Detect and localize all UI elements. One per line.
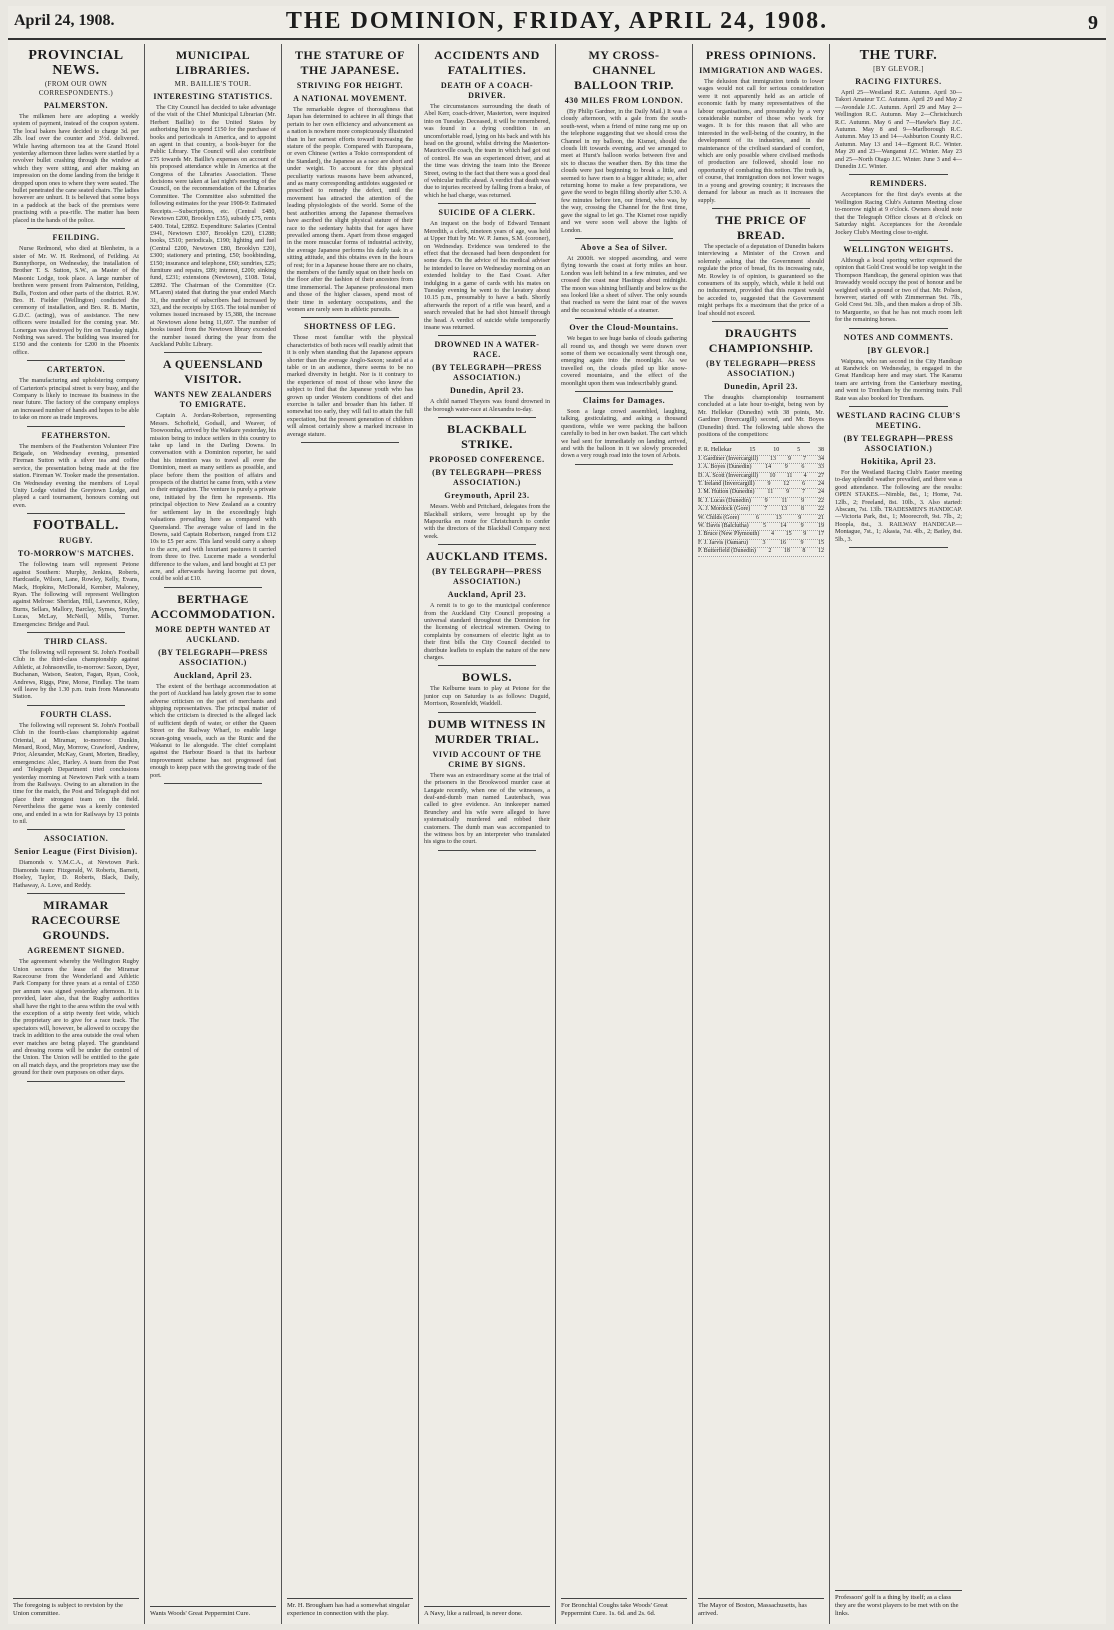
section-divider — [27, 893, 125, 894]
table-cell: 38 — [817, 447, 824, 454]
article-subheading: A NATIONAL MOVEMENT. — [293, 94, 407, 103]
table-cell: 24 — [817, 481, 824, 488]
article-subheading: (BY TELEGRAPH—PRESS ASSOCIATION.) — [432, 567, 542, 587]
article-paragraph: The circumstances surrounding the death of Abel Kerr, coach-driver, Masterton, were inquired into on Tuesday. Deceased, it will be remembered, was found in a dying condition in an uncomfortable road, lying on his back and with his head on the ground, whilst driving the Masterton-Mauriceville coach, the team in which had got out of control. He was an experienced driver, and at the time was driving the team into the Breeze Street, owing to the fact that there was a good deal of vehicular traffic ahead. A verdict that death was due to injuries received by falling from a brake, of which he had charge, was returned. — [424, 103, 550, 199]
article-subheading: Above a Sea of Silver. — [580, 242, 668, 252]
table-cell: 21 — [817, 514, 824, 521]
section-divider — [849, 547, 948, 548]
table-cell: 5 — [762, 523, 766, 530]
article-paragraph: The draughts championship tournament concluded at a late hour to-night, being won by Mr. Hellekar (Dunedin) with 38 points, Mr. Gardiner (Invercargill) second, and Mr. Boyes (Dunedin) third. The following table shows the positions of the competitors: — [698, 393, 824, 438]
table-cell: R. J. Lucas (Dunedin) — [698, 497, 751, 504]
article-body — [561, 255, 687, 314]
article-subheading: CARTERTON. — [46, 365, 106, 375]
table-cell: 6 — [801, 464, 805, 471]
column-footer-note: Wants Woods' Great Peppermint Cure. — [150, 1606, 276, 1618]
article-body — [561, 335, 687, 387]
section-divider — [438, 544, 536, 545]
article-paragraph: Acceptances for the first day's events at the Wellington Racing Club's Autumn Meeting close to-morrow night at 9 o'clock. Owners should note that the Telegraph Office closes at 8 o'clock on Saturday night. Acceptances for the Avondale Jockey Club's Meeting close to-night. — [835, 191, 962, 236]
table-cell: 13 — [781, 506, 788, 513]
section-divider — [575, 464, 673, 465]
table-cell: 33 — [818, 464, 824, 471]
article-subheading: FEILDING. — [52, 233, 100, 243]
article-paragraph: There was an extraordinary scene at the trial of the prisoners in the Brookwood murder case at Langate recently, when one of the witnesses, a deaf-and-dumb man named Lautenbach, was called to give evidence. An innkeeper named Brunchey and his wife were alleged to have systematically murdered and robbed their customers. The dumb man was accompanied to the witness box by an interpreter who translated his signs to the court. — [424, 771, 550, 846]
article-subheading: Dunedin, April 23. — [450, 386, 524, 396]
article-headline: AUCKLAND ITEMS. — [426, 549, 548, 564]
section-divider — [849, 328, 948, 329]
article-paragraph: The delusion that immigration tends to lower wages would not call for serious consideration were it not apparently held as an article of economic faith by many representatives of the labour organisations, and presumably by a very considerable number of those who work for wages. It is for this reason that all who are interested in the well-being of the country, in the development of its industries, and in the maintenance of the civilised standard of comfort, which are only possible where civilised methods of production are followed, should lose no opportunity of combating this notion. The truth is, of course, that immigration does not lower wages in a young and growing country; it increases the demand for labour as much as it increases the supply. — [698, 78, 824, 204]
table-row — [698, 447, 824, 455]
article-headline: A QUEENSLAND VISITOR. — [162, 357, 264, 387]
table-cell: 12 — [817, 548, 824, 555]
article-body — [698, 243, 824, 317]
article-subheading: Greymouth, April 23. — [444, 491, 530, 501]
table-cell: J. A. Boyes (Dunedin) — [698, 464, 752, 471]
article-paragraph: Diamonds v. Y.M.C.A., at Newtown Park. Diamonds team: Fitzgerald, W. Roberts, Barnett, Hoeley, Taylor, D. Roberts, Black, Daily, Hathaway, A. Love, and Reddy. — [13, 859, 139, 889]
article-byline: (FROM OUR OWN CORRESPONDENTS.) — [38, 80, 114, 97]
table-cell: 6 — [755, 514, 759, 521]
article-paragraph: The following will represent St. John's Football Club in the third-class championship against Athletic, at Johnsonville, to-morrow: Saxon, Dyer, Buchanan, Watson, Seaton, Fagan, Ryan, Cook, Andrews, Riggs, Pine, Morse, Findlay. The team will leave by the 1.30 p.m. train from Manawatu Station. — [13, 648, 139, 701]
article-paragraph: April 25—Westland R.C. Autumn. April 30—Takori Amateur T.C. Autumn. April 29 and May 2—Avondale J.C. Autumn. April 29 and May 2—Wellington R.C. Autumn. May 2—Christchurch R.C. Autumn. May 6 and 7—Hawke's Bay J.C. Autumn. May 8 and 9—Marlborough R.C. Autumn. May 13 and 14—Ashburton County R.C. Autumn. May 13 and 14—Egmont R.C. Winter. May 20 and 23—Wanganui J.C. Winter. May 23 and 25—North Otago J.C. Winter. June 3 and 4—Dunedin J.C. Winter. — [835, 89, 962, 171]
article-subheading: RACING FIXTURES. — [855, 77, 942, 86]
table-cell: 7 — [802, 489, 806, 496]
table-cell: J. Gardiner (Invercargill) — [698, 455, 759, 462]
section-divider — [164, 587, 262, 588]
article-body — [835, 257, 962, 324]
article-subheading: DROWNED IN A WATER-RACE. — [434, 340, 540, 360]
article-body — [424, 772, 550, 846]
table-cell: W. Davis (Balclutha) — [698, 523, 749, 530]
section-divider — [164, 783, 262, 784]
column-footer-note: The foregoing is subject to revision by the Union committee. — [13, 1598, 139, 1618]
article-body — [698, 78, 824, 204]
article-body — [150, 683, 276, 779]
article-subheading: WESTLAND RACING CLUB'S MEETING. — [836, 411, 961, 430]
article-body — [287, 106, 413, 313]
article-subheading: 430 MILES FROM LONDON. — [564, 96, 684, 105]
article-body — [150, 412, 276, 582]
article-subheading: AGREEMENT SIGNED. — [27, 946, 125, 956]
table-cell: 2 — [768, 548, 772, 555]
section-divider — [438, 850, 536, 851]
article-subheading: REMINDERS. — [870, 179, 927, 189]
article-headline: DRAUGHTS CHAMPIONSHIP. — [708, 325, 814, 355]
column-footer-note: The Mayor of Boston, Massachusetts, has arrived. — [698, 1598, 824, 1618]
table-cell: 11 — [786, 472, 793, 479]
article-subheading: PROPOSED CONFERENCE. — [429, 455, 545, 465]
table-cell: F. J. Jarvis (Oamaru) — [698, 539, 749, 546]
table-row — [698, 548, 824, 556]
article-subheading: THIRD CLASS. — [44, 636, 108, 646]
section-divider — [164, 352, 262, 353]
table-cell: 22 — [817, 506, 824, 513]
article-body — [150, 104, 276, 348]
table-cell: W. Childs (Gore) — [698, 514, 740, 521]
column-4 — [419, 44, 556, 1624]
column-6 — [693, 44, 830, 1624]
article-headline: MY CROSS-CHANNEL BALLOON TRIP. — [574, 48, 674, 92]
section-divider — [575, 318, 673, 319]
section-divider — [438, 335, 536, 336]
article-body — [424, 503, 550, 540]
table-row — [698, 498, 824, 506]
article-body — [835, 358, 962, 402]
article-subheading: VIVID ACCOUNT OF THE CRIME BY SIGNS. — [432, 749, 542, 769]
article-headline: ACCIDENTS AND FATALITIES. — [434, 48, 540, 77]
article-subheading: ASSOCIATION. — [43, 834, 109, 844]
article-body — [698, 394, 824, 438]
table-cell: 15 — [749, 447, 756, 454]
article-subheading: Senior League (First Division). — [14, 847, 138, 857]
table-cell: 9 — [801, 497, 805, 504]
article-subheading: (BY TELEGRAPH—PRESS ASSOCIATION.) — [706, 358, 816, 378]
newspaper-page — [8, 6, 1106, 1624]
table-cell: 11 — [767, 489, 774, 496]
article-subheading: WANTS NEW ZEALANDERS TO EMIGRATE. — [153, 390, 273, 410]
article-subheading: STRIVING FOR HEIGHT. — [296, 81, 404, 90]
column-footer-note: Mr. H. Brougham has had a somewhat singular experience in connection with the play. — [287, 1598, 413, 1618]
article-paragraph: For the Westland Racing Club's Easter meeting to-day splendid weather prevailed, and there was a good attendance. The following are the results: OPEN STAKES.—Nimble, 8st., 1; Home, 7st. 12lb., 2; Freeland, 8st. 10lb., 3. Also started: Abscam, 7st. 13lb. TRADESMEN'S HANDICAP.—Victoria Park, 8st., 1; Moorecroft, 9st. 7lb., 2; Hoopla, 8st., 3. RAILWAY HANDICAP.—Montague, 7st., 1; Akasia, 7st. 4lb., 2; Batley, 8st. 5lb., 3. — [835, 469, 962, 543]
table-row — [698, 464, 824, 472]
column-footer-note: For Bronchial Coughs take Woods' Great Peppermint Cure. 1s. 6d. and 2s. 6d. — [561, 1598, 687, 1618]
table-cell: 27 — [817, 472, 824, 479]
article-paragraph: The members of the Featherston Volunteer Fire Brigade, on Wednesday evening, presented Fireman Sutton with a silver tea and coffee service, the presentation being made at the fire station. Fireman W. Tooker made the presentation. On Wednesday evening the members of Loyal Unity Lodge visited the Greytown Lodge, and played a card tournament, honours coming out even. — [13, 442, 139, 509]
masthead-date: April 24, 1908. — [14, 12, 115, 29]
article-headline: DUMB WITNESS IN MURDER TRIAL. — [428, 716, 546, 746]
article-subheading: (BY TELEGRAPH—PRESS ASSOCIATION.) — [432, 468, 542, 488]
article-paragraph: Soon a large crowd assembled, laughing, talking, gesticulating, and asking a thousand questions, while we were packing the balloon carefully to bed in her own basket. The cart which we had sent for immediately on landing arrived, and with the balloon in it we slowly proceeded down a very rough road into the town of Arbois. — [561, 408, 687, 460]
table-cell: J. M. Hutton (Dunedin) — [698, 489, 755, 496]
article-paragraph: We began to see huge banks of clouds gathering all round us, and though we were drawn over some of them we occasionally went through one, emerging again into the moonlight. As we travelled on, the clouds piled up like snow-covered mountains, and the effect of the moonlight upon them was indescribably grand. — [561, 335, 687, 387]
column-footer-note: A Navy, like a railroad, is never done. — [424, 1606, 550, 1618]
table-cell: 9 — [800, 523, 804, 530]
section-divider — [438, 417, 536, 418]
section-divider — [27, 632, 125, 633]
section-divider — [27, 705, 125, 706]
article-subheading: FEATHERSTON. — [41, 430, 111, 440]
table-cell: 9 — [764, 497, 768, 504]
article-paragraph: The following team will represent Petone against Southern: Murphy, Jenkins, Roberts, Hardcastle, Wilson, Lane, Rowley, Kelly, Evans, Mack, Hopkins, McDonald, Kember, Maloney, Ryan. The following will represent Wellington against Melrose: Sheridan, Hill, Lawrence, Kiley, Burns, Sellars, Mallory, Barclay, Symes, Smythe, Lucas, McLay, McNeill, Mills, Turner. Emergencies: Bridge and Paul. — [13, 561, 139, 628]
section-divider — [27, 829, 125, 830]
article-paragraph: An inquest on the body of Edward Tennant Meredith, a clerk, nineteen years of age, was held at Upper Hutt by Mr. W. P. James, S.M. (coroner), on Wednesday. Evidence was tendered to the effect that the deceased had been despondent for some days. On the advice of his medical adviser he intended to leave on Wednesday morning on an extended holiday to the East Coast. After indulging in a game of cards with his mates on Tuesday evening he went to the lavatory about 10.15 p.m., presumably to have a bath. Shortly afterwards the report of a rifle was heard, and a search revealed that he had shot himself through the head. A verdict of suicide while temporarily insane was returned. — [424, 220, 550, 331]
article-byline: MR. BAILLIE'S TOUR. — [174, 80, 252, 88]
table-cell: 9 — [767, 481, 771, 488]
table-cell: 4 — [770, 531, 774, 538]
section-divider — [301, 317, 399, 318]
article-subheading: WELLINGTON WEIGHTS. — [843, 244, 954, 254]
article-subheading: (BY TELEGRAPH—PRESS ASSOCIATION.) — [432, 363, 542, 383]
article-paragraph: The remarkable degree of thoroughness that Japan has determined to achieve in all things that pertain to her own efficiency and advancement as a nation is nowhere more conspicuously illustrated than in her earnest efforts toward increasing the stature of the people. Compared with Europeans, or even Chinese (writes a Tokio correspondent of the Standard), the Japanese as a race are short and under weight. To account for this physical peculiarity various reasons have been advanced, and as many corresponding antidotes suggested or prescribed to remedy the defect, until the movement has attracted the attention of the leading physiologists of the world. Some of the best authorities among the Japanese themselves have ascribed the slight physical stature of their race to the sedentary habits that for ages have prevailed among them. Apart from those engaged in the more muscular forms of industrial activity, the average Japanese performs his daily task in a sitting attitude, and this obtains even in the hours of rest; for in a Japanese house there are no chairs, the members of the family squat on their heels on the floor after the fashion of their ancestors from time immemorial. The Japanese professional men and those of the higher classes, spend most of their time in sedentary occupations, and the women are rarely seen in athletic pursuits. — [287, 106, 413, 313]
table-cell: 5 — [797, 447, 801, 454]
column-5 — [556, 44, 693, 1624]
table-cell: 8 — [801, 506, 805, 513]
table-row — [698, 506, 824, 514]
article-subheading: SHORTNESS OF LEG. — [304, 322, 396, 332]
table-cell: 19 — [817, 523, 824, 530]
article-subheading: RUGBY. — [59, 536, 93, 546]
article-paragraph: The spectacle of a deputation of Dunedin bakers interviewing a Minister of the Crown and solemnly asking that the Government should regulate the price of bread, fix its increasing rate, Mr. Rowley is of opinion, is guaranteed so the consumers of its supply, which, while it held out no inducement, provided that this request would be acceded to, suggested that the Government might perhaps fix a maximum that the price of a loaf should not exceed. — [698, 242, 824, 317]
table-cell: 13 — [770, 455, 777, 462]
table-cell: 10 — [773, 447, 780, 454]
article-body — [424, 685, 550, 707]
article-headline: PRESS OPINIONS. — [705, 48, 817, 62]
article-headline: MIRAMAR RACECOURSE GROUNDS. — [31, 898, 121, 943]
section-divider — [27, 228, 125, 229]
table-cell: F. R. Hellekar — [698, 447, 732, 454]
article-body — [13, 958, 139, 1077]
section-divider — [27, 1081, 125, 1082]
table-cell: 16 — [779, 539, 786, 546]
article-paragraph: Captain A. Jordan-Robertson, representing Messrs. Schofield, Godsall, and Weaver, of Toowoomba, arrived by the Waikare yesterday, his mission being to induce settlers in this country to take up land in the Darling Downs. In conversation with a Dominion reporter, he said that his intention was to travel all over the Dominion, meet as many settlers as possible, and place before them the position of affairs and prospects of the district he came from, with a view to their emigration. The venture is purely a private one, initiated by the firm he represents. His principal objection to New Zealand as a country for settlement lay in the exceedingly high valuations prevailing here as compared with Queensland. The average value of land in the Downs, said Captain Robertson, ranged from £12 10s to £5 per acre. This land would carry a sheep to the acre, and with luxuriant pastures it carried from three to five. Lucerne made a wonderful difference to the values, and land bought at £3 per acre, and afterwards having lucerne put down, could be sold at £10. — [150, 412, 276, 583]
section-divider — [712, 442, 810, 443]
table-cell: 10 — [769, 472, 776, 479]
table-cell: 17 — [817, 531, 824, 538]
article-body — [424, 103, 550, 199]
article-body — [13, 113, 139, 224]
article-paragraph: The extent of the berthage accommodation at the port of Auckland has lately grown rise to some adverse criticism on the part of merchants and shipping representatives. The principal matter of which the criticism is directed is the alleged lack of sufficient depth of water, or either the Queen Street or the Railway Wharf, to enable large ocean-going vessels, such as the Runic and the Wakanui to lie alongside. The chief complaint against the Harbour Board is that its harbour improvement scheme has not progressed fast enough to keep pace with the growing trade of the port. — [150, 682, 276, 779]
article-subheading: MORE DEPTH WANTED AT AUCKLAND. — [155, 624, 271, 644]
table-cell: 9 — [800, 539, 804, 546]
table-row — [698, 456, 824, 464]
section-divider — [849, 174, 948, 175]
table-cell: 7 — [802, 455, 806, 462]
article-body — [561, 408, 687, 460]
table-cell: 18 — [783, 548, 790, 555]
article-paragraph: The Kelburne team to play at Petone for the junior cup on Saturday is as follows: Duguid, Morrison, Rosenfeldt, Waddell. — [424, 685, 550, 708]
masthead-title: THE DOMINION, FRIDAY, APRIL 24, 1908. — [285, 8, 829, 34]
table-cell: 6 — [802, 481, 806, 488]
article-subheading: [BY GLEVOR.] — [867, 345, 930, 355]
section-divider — [575, 238, 673, 239]
article-subheading: Hokitika, April 23. — [860, 457, 937, 466]
article-subheading: PALMERSTON. — [43, 101, 109, 110]
table-cell: 34 — [817, 455, 824, 462]
article-body — [835, 469, 962, 543]
article-subheading: NOTES AND COMMENTS. — [843, 332, 954, 342]
article-body — [835, 89, 962, 170]
article-paragraph: Nurse Redmond, who died at Blenheim, is a sister of Mr. W. H. Redmond, of Feilding. At Bunnythorpe, on Wednesday, the installation of Brother T. S. Sutton, S.W., as Master of the Masonic Lodge, took place. A large number of brethren were present from Palmerston, Feilding, Bulls, Foxton and other parts of the district. R.W. Bro. H. Fielder (Wellington) conducted the ceremony of installation, and Bro. R. B. Martin, G.D.C. (acting), was of assistance. The new officers were installed for the coming year. Mr. Lonergan was destroyed by fire on Tuesday night. Nothing was saved. The building was insured for £150 and the contents for £200 in the Phoenix office. — [13, 245, 139, 356]
article-body — [561, 108, 687, 234]
article-body — [13, 245, 139, 356]
article-body — [287, 334, 413, 438]
article-subheading: FOURTH CLASS. — [40, 709, 112, 719]
table-cell: 7 — [764, 506, 768, 513]
article-subheading: (BY TELEGRAPH—PRESS ASSOCIATION.) — [843, 434, 954, 453]
article-subheading: INTERESTING STATISTICS. — [153, 92, 273, 101]
article-paragraph: The manufacturing and upholstering company of Carterton's principal street is very busy, and the Company is likely to increase its business in the near future. The factory of the company employs an increased number of hands and hopes to be able to take on more as trade improves. — [13, 377, 139, 422]
article-body — [13, 561, 139, 628]
article-subheading: Dunedin, April 23. — [724, 381, 798, 391]
table-cell: T. Ireland (Invercargill) — [698, 481, 755, 488]
table-cell: A. J. Mordock (Gore) — [698, 506, 751, 513]
table-cell: 14 — [765, 464, 772, 471]
masthead — [8, 6, 1106, 40]
article-headline: FOOTBALL. — [33, 518, 119, 534]
article-body — [424, 220, 550, 331]
article-body — [13, 859, 139, 889]
table-cell: 14 — [780, 523, 787, 530]
article-body — [13, 649, 139, 701]
table-cell: 9 — [798, 514, 802, 521]
article-subheading: Over the Cloud-Mountains. — [569, 323, 679, 333]
article-paragraph: Although a local sporting writer expressed the opinion that Gold Crest would be top weight in the Thompson Handicap, the general opinion was that Irrawaddy would occupy the post of honour and be weighted with a pound or two of that. Mr. Polson, however, started off with Zimmerman 9st. 7lb., Gold Crest 9st. 3lb., and then makes a drop of 3lb. to Marguerite, so that he has not much room left for the remaining horses. — [835, 256, 962, 324]
table-cell: 9 — [803, 531, 807, 538]
article-body — [424, 602, 550, 661]
article-body — [13, 377, 139, 421]
section-divider — [575, 391, 673, 392]
table-cell: 22 — [817, 497, 824, 504]
section-divider — [438, 203, 536, 204]
table-cell: 15 — [785, 531, 792, 538]
article-subheading: TO-MORROW'S MATCHES. — [17, 549, 135, 559]
article-paragraph: A remit is to go to the municipal conference from the Auckland City Council proposing a universal standard throughout the Dominion for the licensing of electrical wiremen. Owing to complaints by consumers of electric light as to their first bills the City Council decided to distribute leaflets to explain the nature of the new charges. — [424, 602, 550, 662]
article-headline: BOWLS. — [461, 670, 512, 685]
article-body — [13, 443, 139, 510]
article-headline: BERTHAGE ACCOMMODATION. — [150, 591, 276, 621]
column-footer-note: Professors' golf is a thing by itself; as a class they are the worst players to be met with on the links. — [835, 1590, 962, 1618]
article-paragraph: The following will represent St. John's Football Club in the fourth-class championship against Oriental, at Miramar, to-morrow: Dunkin, Menard, Rood, May, Morrow, Crawford, Andrew, Prior, Alexander, McKay, Grant, Morten, Bradley, emergencies: Alec, Harley. A team from the Post and Telegraph Department tried conclusions yesterday morning at Newtown Park with a team from the Railways. Owing to an alteration in the time for the match, the Post and Telegraph did not place their strongest team on the field. Nevertheless the game was a keenly contested one, and ended in a win for Railways by 13 points to nil. — [13, 721, 139, 826]
section-divider — [712, 208, 810, 209]
section-divider — [438, 665, 536, 666]
column-7 — [830, 44, 967, 1624]
article-body — [13, 722, 139, 826]
table-cell: 9 — [786, 489, 790, 496]
table-cell: 13 — [775, 514, 782, 521]
article-byline: [BY GLEVOR.] — [873, 65, 924, 73]
article-paragraph: At 2000ft. we stopped ascending, and were flying towards the coast at forty miles an hour. London was left behind in a few minutes, and we crossed the coast near Hastings about midnight. The moon was shining brilliantly and below us the sea looked like a sheet of silver. The only sounds that reached us were the faint roar of the waves and the occasional whistle of a steamer. — [561, 254, 687, 314]
section-divider — [849, 240, 948, 241]
section-divider — [27, 426, 125, 427]
page-number: 9 — [1088, 12, 1098, 34]
article-subheading: SUICIDE OF A CLERK. — [438, 208, 536, 218]
article-headline: THE PRICE OF BREAD. — [715, 212, 807, 242]
article-paragraph: A child named Theyers was found drowned in the borough water-race at Alexandra to-day. — [424, 398, 550, 413]
table-cell: 15 — [817, 539, 824, 546]
section-divider — [27, 360, 125, 361]
article-subheading: Auckland, April 23. — [447, 590, 527, 600]
table-cell: 24 — [817, 489, 824, 496]
article-paragraph: The City Council has decided to take advantage of the visit of the Chief Municipal Librarian (Mr. Herbert Baillie) to the United States by authorising him to spend £150 for the purchase of books and periodicals in America, and to appoint an agent in that country, a book-buyer for the Public Library. The Council will also contribute £75 towards Mr. Baillie's expenses on account of his proposed attendance while in America at the Congress of the Libraries Association. These decisions were taken at last night's meeting of the Council, on the recommendation of the Libraries Committee. The Committee also submitted the following estimates for the year 1908-9: Estimated Receipts.—Subscriptions, etc. (Central £480, Newtown £200, Brooklyn £35), subsidy £75, rents £400. Total, £2892. Expenditure: Salaries (Central £941, Newtown £307, Brooklyn £20), £1288; books, £510; periodicals, £190; lighting and fuel (Central £200, Newtown £80, Brooklyn £20), £300; stationery and printing, £50; bookbinding, £150; insurance and telephone, £60; sundries, £25; furniture and repairs, £89; interest, £200; sinking fund, £231; extensions (Newtown), £108. Total, £2892. The Chairman of the Committee (Cr. M'Laren) stated that during the year ended March 31, the number of subscribers had increased by 323, and the receipts by £165. The total number of volumes issued increased by 15,388, the increase at Newtown alone being 11,697. The number of books issued from the Newtown library exceeded the number issued during the year from the Auckland Public Library. — [150, 104, 276, 348]
article-paragraph: Those most familiar with the physical characteristics of both races will readily admit that it is only when standing that the Japanese appears shorter than the average Anglo-Saxon; seated at a table or in an audience, there seems to be no marked diversity in height. Nor is it contrary to the experience of most of those who know the subject to find that the Japanese youth who has grown up under Western conditions of diet and exercise is taller and broader than his father. If somewhat too early, they will fail to attain the full expectation, but the present generation of children will almost certainly show a marked increase in average stature. — [287, 334, 413, 438]
table-cell: 12 — [783, 481, 790, 488]
table-row — [698, 515, 824, 523]
table-cell: P. Butterfield (Dunedin) — [698, 548, 756, 555]
table-cell: D. A. Scott (Invercargill) — [698, 472, 759, 479]
section-divider — [712, 321, 810, 322]
table-cell: 8 — [802, 548, 806, 555]
table-row — [698, 489, 824, 497]
article-paragraph: (By Philip Gardner, in the Daily Mail.) It was a cloudy afternoon, with a gale from the south-south-west, when a friend of mine rang me up on the telephone suggesting that we should cross the Channel in my balloon, the Kismet, should the clouds lift towards evening, and we arranged to meet at Hurst's balloon works between five and six to discuss the weather then. By this time the clouds were just beginning to break a little, and seemed to have risen to a bigger altitude; so, after returning home to make a few preparations, we gave the word to begin filling shortly after 5.30. A few minutes before ten, our friend, who was, by the way, crossing the Channel for the first time, gave the signal to let go. The Kismet rose rapidly and we were soon well above the lights of London. — [561, 108, 687, 234]
table-cell: 9 — [788, 455, 791, 462]
article-paragraph: Messrs. Webb and Pritchard, delegates from the Blackball strikers, were brought up by the Mapourika en route for Christchurch to confer with the directors of the Blackball Company next week. — [424, 503, 550, 540]
article-subheading: (BY TELEGRAPH—PRESS ASSOCIATION.) — [158, 647, 268, 667]
article-body — [835, 191, 962, 235]
results-table — [698, 447, 824, 556]
table-cell: 11 — [781, 497, 788, 504]
article-subheading: DEATH OF A COACH-DRIVER. — [440, 81, 534, 100]
section-divider — [27, 513, 125, 514]
table-row — [698, 531, 824, 539]
article-headline: THE STATURE OF THE JAPANESE. — [295, 48, 405, 77]
section-divider — [438, 712, 536, 713]
column-2 — [145, 44, 282, 1624]
columns — [8, 44, 1106, 1624]
article-paragraph: The milkmen here are adopting a weekly system of payment, instead of the coupon system. The local bakers have decided to charge 3d. per 2lb. loaf over the counter and 3½d. delivered. While having afternoon tea at the Grand Hotel yesterday afternoon three ladies were startled by a revolver bullet crashing through the window at which they were sitting, and after making an impression on the dome landing from the bridge it dropped upon ones to where they were seated. The bullet penetrated the cane seated chairs. The ladies however are unhurt. It is believed that some boys in a paddock at the back of the premises were practising with a pea-rifle. The matter has been placed in the hands of the police. — [13, 113, 139, 224]
table-cell: 3 — [762, 539, 766, 546]
section-divider — [301, 442, 399, 443]
table-row — [698, 473, 824, 481]
article-paragraph: The agreement whereby the Wellington Rugby Union secures the lease of the Miramar Racecourse from the Wonderland and Athletic Park Company for three years at a rental of £350 per annum was signed yesterday afternoon. It is provided, later also, that the Rugby authorities shall have the right to the area within the oval with the exception of a strip twenty feet wide, which the proprietary are to give for a race track. The spectators will, however, be allowed to occupy the track in addition to the area outside the oval when ever matches are being played. The grandstand and dressing rooms will be under the control of the Union. The Union will be entitled to the gate on all match days, and the proprietors may use the ground for their own purposes on other days. — [13, 958, 139, 1077]
column-1 — [8, 44, 145, 1624]
article-headline: BLACKBALL STRIKE. — [447, 422, 527, 452]
article-subheading: IMMIGRATION AND WAGES. — [699, 66, 823, 75]
article-paragraph: Waipuna, who ran second in the City Handicap at Randwick on Wednesday, is engaged in the Great Handicap here and may start. The Karamu team are arriving from the Canterbury meeting, and went to Trentham by the morning train. Full Rate was also booked for Trentham. — [835, 357, 962, 402]
table-cell: 4 — [803, 472, 807, 479]
article-subheading: Claims for Damages. — [582, 396, 666, 405]
table-cell: J. Bruce (New Plymouth) — [698, 531, 760, 538]
article-headline: THE TURF. — [859, 48, 938, 63]
table-cell: 9 — [784, 464, 788, 471]
article-subheading: Auckland, April 23. — [173, 670, 253, 680]
article-headline: PROVINCIAL NEWS. — [28, 48, 124, 78]
article-body — [424, 398, 550, 413]
column-3 — [282, 44, 419, 1624]
article-headline: MUNICIPAL LIBRARIES. — [175, 48, 251, 77]
section-divider — [849, 406, 948, 407]
